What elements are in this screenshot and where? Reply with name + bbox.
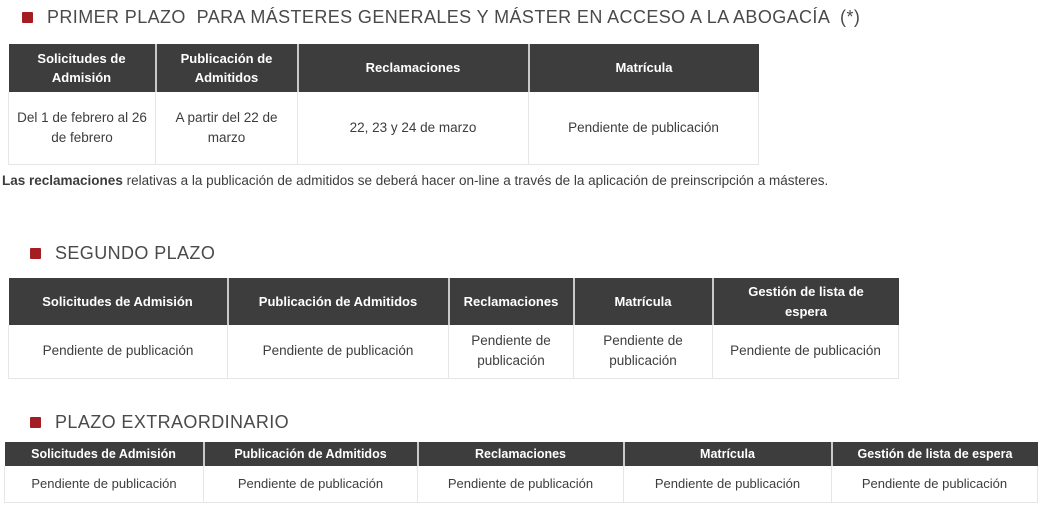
table-header-row <box>5 442 1038 466</box>
section-title: PRIMER PLAZO PARA MÁSTERES GENERALES Y MÁSTER EN ACCESO A LA ABOGACÍA (*) <box>47 7 861 27</box>
column-header: Matrícula <box>529 44 759 92</box>
table-cell: Del 1 de febrero al 26 de febrero <box>9 92 156 164</box>
table-row <box>5 466 1038 502</box>
column-header: Reclamaciones <box>418 442 624 466</box>
table-primer-plazo <box>8 44 759 165</box>
red-square-bullet-icon <box>30 417 41 428</box>
red-square-bullet-icon <box>22 12 33 23</box>
table-cell: Pendiente de publicación <box>204 466 418 502</box>
table-cell: Pendiente de publicación <box>228 325 449 378</box>
table-header-row <box>9 278 899 325</box>
column-header: Matrícula <box>624 442 832 466</box>
note-reclamaciones <box>2 172 1042 191</box>
section-heading-segundo-plazo <box>30 243 215 264</box>
table-cell: Pendiente de publicación <box>529 92 759 164</box>
column-header: Reclamaciones <box>298 44 529 92</box>
column-header: Publicación de Admitidos <box>156 44 298 92</box>
column-header: Solicitudes de Admisión <box>5 442 204 466</box>
table-cell: 22, 23 y 24 de marzo <box>298 92 529 164</box>
table-header-row <box>9 44 759 92</box>
table-cell: Pendiente de publicación <box>713 325 899 378</box>
table-row <box>9 92 759 164</box>
table-plazo-extraordinario <box>4 442 1038 503</box>
table-cell: Pendiente de publicación <box>449 325 574 378</box>
table-cell: Pendiente de publicación <box>624 466 832 502</box>
column-header: Solicitudes de Admisión <box>9 278 228 325</box>
table-segundo-plazo <box>8 278 899 379</box>
red-square-bullet-icon <box>30 248 41 259</box>
section-heading-primer-plazo <box>22 7 860 28</box>
column-header: Publicación de Admitidos <box>228 278 449 325</box>
table-row <box>9 325 899 378</box>
table-cell: Pendiente de publicación <box>9 325 228 378</box>
section-title: PLAZO EXTRAORDINARIO <box>55 412 290 432</box>
table-cell: A partir del 22 de marzo <box>156 92 298 164</box>
column-header: Matrícula <box>574 278 713 325</box>
table-cell: Pendiente de publicación <box>832 466 1038 502</box>
column-header: Reclamaciones <box>449 278 574 325</box>
section-title: SEGUNDO PLAZO <box>55 243 216 263</box>
table-cell: Pendiente de publicación <box>418 466 624 502</box>
column-header: Solicitudes de Admisión <box>9 44 156 92</box>
table-cell: Pendiente de publicación <box>574 325 713 378</box>
section-heading-plazo-extraordinario <box>30 412 289 433</box>
column-header: Gestión de lista de espera <box>713 278 899 325</box>
note-bold-text: Las reclamaciones <box>2 173 123 188</box>
note-rest-text: relativas a la publicación de admitidos se deberá hacer on-line a través de la aplicación de preinscripción a másteres. <box>122 173 829 188</box>
table-cell: Pendiente de publicación <box>5 466 204 502</box>
column-header: Publicación de Admitidos <box>204 442 418 466</box>
column-header: Gestión de lista de espera <box>832 442 1038 466</box>
